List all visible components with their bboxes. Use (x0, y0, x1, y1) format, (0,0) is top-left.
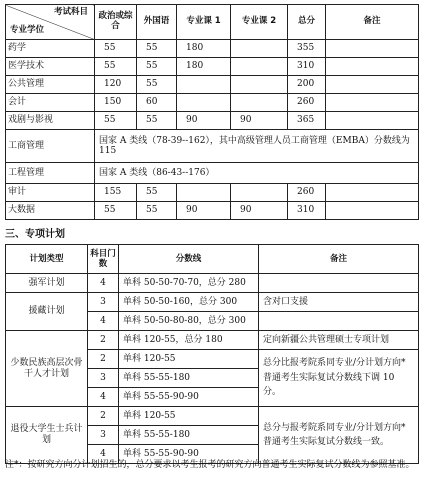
remark (259, 274, 419, 293)
table-row (6, 202, 419, 220)
plan-name: 退役大学生士兵计划 (6, 407, 88, 464)
table-row (6, 163, 419, 184)
header-politics: 政治或综合 (95, 5, 137, 40)
subject-count: 2 (88, 407, 119, 426)
score-total: 260 (288, 94, 326, 112)
score-politics: 55 (95, 202, 137, 220)
score-total: 310 (288, 202, 326, 220)
table-header-row (6, 245, 419, 274)
remark (326, 76, 419, 94)
subject-count: 3 (88, 426, 119, 445)
national-line-note: 国家 A 类线（86-43--176） (95, 163, 419, 184)
score-politics: 120 (95, 76, 137, 94)
score-major-2 (231, 94, 288, 112)
score-politics: 55 (95, 58, 137, 76)
score-foreign: 55 (137, 184, 177, 202)
table-row (6, 40, 419, 58)
degree-name: 戏剧与影视 (6, 112, 95, 130)
score-major-1: 180 (177, 58, 231, 76)
score-line: 单科 120-55 (119, 407, 259, 426)
score-major-2 (231, 184, 288, 202)
remark: 总分比报考院系同专业/分计划方向*普通考生实际复试分数线下调 10 分。 (259, 350, 419, 407)
plan-name: 少数民族高层次骨干人才计划 (6, 331, 88, 407)
remark: 定向新疆公共管理硕士专项计划 (259, 331, 419, 350)
score-foreign: 55 (137, 76, 177, 94)
remark (326, 58, 419, 76)
header-degree-label: 专业学位 (10, 25, 45, 36)
subject-count: 4 (88, 274, 119, 293)
remark (326, 40, 419, 58)
degree-name: 大数据 (6, 202, 95, 220)
score-total: 365 (288, 112, 326, 130)
score-major-1: 90 (177, 112, 231, 130)
table-row (6, 331, 419, 350)
table-row (6, 184, 419, 202)
score-foreign: 60 (137, 94, 177, 112)
table-header-row (6, 5, 419, 40)
degree-name: 药学 (6, 40, 95, 58)
score-politics: 55 (95, 40, 137, 58)
score-total: 355 (288, 40, 326, 58)
score-major-1 (177, 76, 231, 94)
score-total: 310 (288, 58, 326, 76)
degree-name: 审计 (6, 184, 95, 202)
header-major-2: 专业课 2 (231, 5, 288, 40)
diagonal-header-cell (6, 5, 95, 40)
subject-count: 2 (88, 350, 119, 369)
score-foreign: 55 (137, 202, 177, 220)
header-subject-label: 考试科目 (53, 7, 88, 17)
subject-count: 3 (88, 369, 119, 388)
remark (326, 94, 419, 112)
header-subject-count: 科目门数 (88, 245, 119, 274)
score-line: 单科 50-50-70-70，总分 280 (119, 274, 259, 293)
score-politics: 155 (95, 184, 137, 202)
degree-name: 工商管理 (6, 130, 95, 163)
remark (326, 112, 419, 130)
plan-name: 强军计划 (6, 274, 88, 293)
table-row (6, 76, 419, 94)
header-total: 总分 (288, 5, 326, 40)
table-row (6, 293, 419, 312)
score-major-2: 90 (231, 112, 288, 130)
score-foreign: 55 (137, 58, 177, 76)
table-row (6, 130, 419, 163)
footnote: 注*：按研究方向分计划招生的，总分要求以考生报考的研究方向普通考生实际复试分数线为参照基准。 (5, 460, 415, 470)
degree-name: 会计 (6, 94, 95, 112)
subject-count: 3 (88, 293, 119, 312)
score-foreign: 55 (137, 112, 177, 130)
remark (326, 202, 419, 220)
score-major-2 (231, 58, 288, 76)
score-line: 单科 50-50-160，总分 300 (119, 293, 259, 312)
score-line: 单科 55-55-90-90 (119, 445, 259, 464)
score-major-1 (177, 184, 231, 202)
remark: 含对口支援 (259, 293, 419, 312)
score-major-2 (231, 40, 288, 58)
score-line: 单科 55-55-180 (119, 426, 259, 445)
degree-name: 医学技术 (6, 58, 95, 76)
header-remarks: 备注 (326, 5, 419, 40)
table-row (6, 94, 419, 112)
score-politics: 55 (95, 112, 137, 130)
score-line: 单科 55-55-90-90 (119, 388, 259, 407)
remark: 总分与报考院系同专业/分计划方向*普通考生实际复试分数线一致。 (259, 407, 419, 464)
header-major-1: 专业课 1 (177, 5, 231, 40)
header-foreign-language: 外国语 (137, 5, 177, 40)
score-major-2 (231, 76, 288, 94)
score-major-2: 90 (231, 202, 288, 220)
score-table-professional (5, 4, 419, 220)
header-remarks: 备注 (259, 245, 419, 274)
subject-count: 4 (88, 388, 119, 407)
special-plan-table (5, 244, 419, 464)
remark (259, 312, 419, 331)
score-major-1: 180 (177, 40, 231, 58)
header-plan-type: 计划类型 (6, 245, 88, 274)
degree-name: 公共管理 (6, 76, 95, 94)
remark (326, 184, 419, 202)
score-total: 260 (288, 184, 326, 202)
score-politics: 150 (95, 94, 137, 112)
national-line-note: 国家 A 类线（78-39--162），其中高级管理人员工商管理（EMBA）分数线为 115 (95, 130, 419, 163)
score-major-1 (177, 94, 231, 112)
subject-count: 4 (88, 312, 119, 331)
header-score-line: 分数线 (119, 245, 259, 274)
score-line: 单科 50-50-80-80，总分 300 (119, 312, 259, 331)
plan-name: 援藏计划 (6, 293, 88, 331)
subject-count: 2 (88, 331, 119, 350)
score-major-1: 90 (177, 202, 231, 220)
section-title: 三、专项计划 (5, 229, 65, 240)
subject-count: 4 (88, 445, 119, 464)
score-line: 单科 55-55-180 (119, 369, 259, 388)
table-row (6, 112, 419, 130)
score-line: 单科 120-55，总分 180 (119, 331, 259, 350)
score-total: 200 (288, 76, 326, 94)
table-row (6, 407, 419, 426)
score-line: 单科 120-55 (119, 350, 259, 369)
score-foreign: 55 (137, 40, 177, 58)
table-row (6, 58, 419, 76)
degree-name: 工程管理 (6, 163, 95, 184)
table-row (6, 274, 419, 293)
